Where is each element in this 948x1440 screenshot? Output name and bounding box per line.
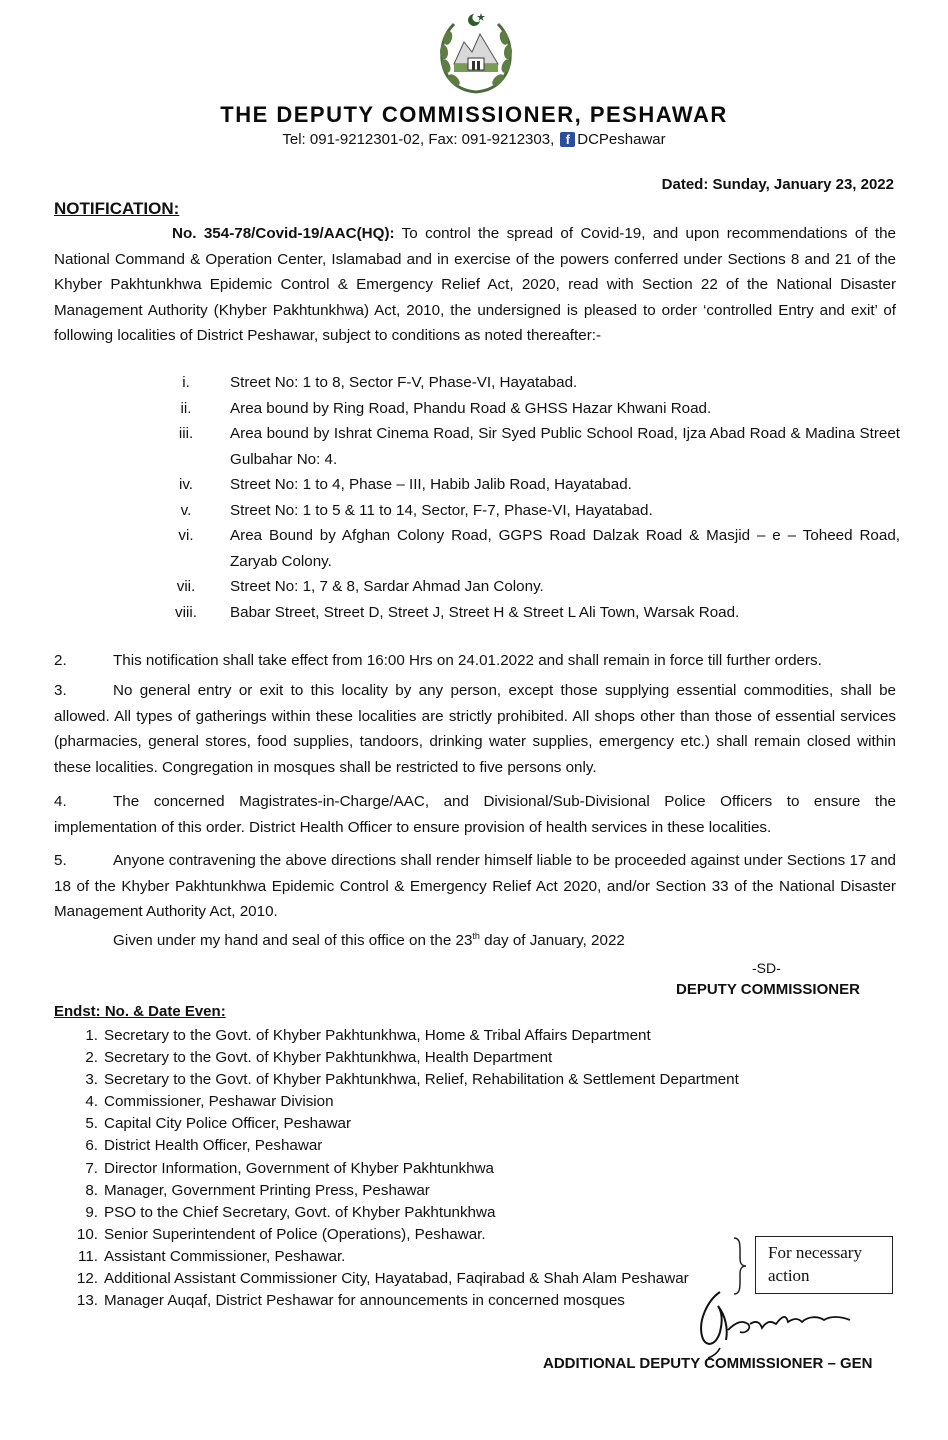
government-emblem bbox=[434, 6, 518, 98]
locality-item bbox=[168, 600, 900, 626]
facebook-handle: DCPeshawar bbox=[577, 131, 666, 148]
recipient-text: Capital City Police Officer, Peshawar bbox=[104, 1115, 352, 1133]
recipient-text: Additional Assistant Commissioner City, Hayatabad, Faqirabad & Shah Alam Peshawar bbox=[104, 1270, 689, 1288]
given-text: Given under my hand and seal of this office on the 23 bbox=[113, 932, 473, 950]
locality-text: Area bound by Ishrat Cinema Road, Sir Syed Public School Road, Ijza Abad Road & Madina Street Gulbahar No: 4. bbox=[230, 425, 900, 468]
locality-number: iii. bbox=[178, 425, 194, 442]
localities-list bbox=[168, 370, 900, 625]
recipient-text: Manager, Government Printing Press, Peshawar bbox=[104, 1181, 430, 1199]
recipient-number: 13. bbox=[76, 1292, 98, 1310]
handwritten-signature bbox=[690, 1286, 870, 1366]
locality-item bbox=[168, 574, 900, 600]
locality-text: Area Bound by Afghan Colony Road, GGPS Road Dalzak Road & Masjid – e – Toheed Road, Zaryab Colony. bbox=[230, 527, 900, 570]
signed-mark: -SD- bbox=[752, 960, 781, 976]
recipient-item bbox=[66, 1113, 806, 1135]
signatory-title: DEPUTY COMMISSIONER bbox=[676, 981, 860, 998]
recipient-text: PSO to the Chief Secretary, Govt. of Khyber Pakhtunkhwa bbox=[104, 1203, 496, 1221]
office-title: THE DEPUTY COMMISSIONER, PESHAWAR bbox=[220, 102, 728, 127]
contact-line bbox=[0, 131, 948, 148]
paragraph-2-text: This notification shall take effect from 16:00 Hrs on 24.01.2022 and shall remain in force till further orders. bbox=[113, 652, 822, 669]
recipient-number: 10. bbox=[76, 1225, 98, 1243]
recipient-text: Senior Superintendent of Police (Operations), Peshawar. bbox=[104, 1225, 486, 1243]
locality-number: viii. bbox=[175, 603, 197, 621]
reference-number: No. 354-78/Covid-19/AAC(HQ): bbox=[172, 225, 395, 242]
recipient-text: Director Information, Government of Khyber Pakhtunkhwa bbox=[104, 1159, 494, 1177]
locality-text: Street No: 1 to 4, Phase – III, Habib Jalib Road, Hayatabad. bbox=[230, 476, 632, 493]
paragraph-3-text: No general entry or exit to this locality by any person, except those supplying essential commodities, shall be allowed. All types of gatherings within these localities are strictly prohibited. All shops other than those of essential services (pharmacies, general stores, food supplies, tandoors, drinking water supplies, emergency etc.) shall remain closed within these localities. Congregation in mosques shall be restricted to five persons only. bbox=[54, 682, 896, 776]
recipient-number: 7. bbox=[85, 1159, 98, 1177]
recipient-number: 4. bbox=[85, 1093, 98, 1111]
locality-item bbox=[168, 421, 900, 472]
notification-paragraph-5 bbox=[54, 848, 896, 925]
locality-item bbox=[168, 396, 900, 422]
locality-number: vi. bbox=[178, 527, 194, 544]
locality-item bbox=[168, 498, 900, 524]
locality-text: Street No: 1 to 5 & 11 to 14, Sector, F-7, Phase-VI, Hayatabad. bbox=[230, 501, 653, 519]
notification-paragraph-2 bbox=[54, 648, 896, 674]
action-box: For necessary action bbox=[755, 1236, 893, 1294]
given-text-end: day of January, 2022 bbox=[479, 932, 625, 950]
notification-paragraph-3 bbox=[54, 678, 896, 780]
recipient-item bbox=[66, 1224, 806, 1246]
date-line: Dated: Sunday, January 23, 2022 bbox=[661, 176, 894, 193]
recipient-number: 12. bbox=[76, 1270, 98, 1288]
recipient-number: 3. bbox=[85, 1071, 98, 1089]
recipient-text: Secretary to the Govt. of Khyber Pakhtunkhwa, Health Department bbox=[104, 1049, 553, 1067]
paragraph-1-text: To control the spread of Covid-19, and upon recommendations of the National Command & Operation Center, Islamabad and in exercise of the powers conferred under Sections 8 and 21 of the Khyber Pakhtunkhwa Epidemic Control & Emergency Relief Act, 2020, read with Section 22 of the National Disaster Management Authority (Khyber Pakhtunkhwa) Act, 2010, the undersigned is pleased to order ‘controlled Entry and exit’ of following localities of District Peshawar, subject to conditions as noted thereafter:- bbox=[54, 225, 896, 344]
recipient-item bbox=[66, 1047, 806, 1069]
recipient-number: 11. bbox=[78, 1247, 98, 1265]
recipient-number: 9. bbox=[85, 1203, 98, 1221]
recipient-number: 1. bbox=[85, 1027, 98, 1044]
paragraph-number: 3. bbox=[54, 682, 67, 699]
locality-number: v. bbox=[180, 501, 192, 519]
locality-item bbox=[168, 370, 900, 396]
recipient-text: Manager Auqaf, District Peshawar for announcements in concerned mosques bbox=[104, 1292, 625, 1310]
recipient-number: 2. bbox=[85, 1049, 98, 1067]
paragraph-number: 2. bbox=[54, 652, 67, 669]
recipient-text: Secretary to the Govt. of Khyber Pakhtunkhwa, Home & Tribal Affairs Department bbox=[104, 1027, 651, 1044]
given-under-hand-line bbox=[113, 931, 625, 949]
locality-text: Street No: 1 to 8, Sector F-V, Phase-VI, Hayatabad. bbox=[230, 374, 578, 391]
locality-item bbox=[168, 472, 900, 498]
locality-text: Street No: 1, 7 & 8, Sardar Ahmad Jan Colony. bbox=[230, 578, 544, 595]
recipient-item bbox=[66, 1246, 806, 1268]
recipient-item bbox=[66, 1202, 806, 1224]
notification-paragraph-4 bbox=[54, 789, 896, 840]
recipient-text: Secretary to the Govt. of Khyber Pakhtunkhwa, Relief, Rehabilitation & Settlement Department bbox=[104, 1071, 739, 1089]
recipients-list bbox=[66, 1025, 806, 1312]
recipient-number: 8. bbox=[85, 1181, 98, 1199]
notification-heading: NOTIFICATION: bbox=[54, 199, 180, 218]
locality-number: vii. bbox=[176, 578, 196, 595]
recipient-text: Assistant Commissioner, Peshawar. bbox=[104, 1247, 346, 1265]
locality-number: ii. bbox=[180, 399, 192, 417]
paragraph-4-text: The concerned Magistrates-in-Charge/AAC, and Divisional/Sub-Divisional Police Officers to ensure the implementation of this order. District Health Officer to ensure provision of health services in these localities. bbox=[54, 793, 896, 836]
adc-signatory-title: ADDITIONAL DEPUTY COMMISSIONER – GEN bbox=[543, 1355, 873, 1372]
notification-paragraph-1 bbox=[54, 221, 896, 349]
recipient-item bbox=[66, 1135, 806, 1157]
endorsement-heading: Endst: No. & Date Even: bbox=[54, 1003, 226, 1020]
locality-text: Area bound by Ring Road, Phandu Road & GHSS Hazar Khwani Road. bbox=[230, 399, 712, 417]
locality-number: iv. bbox=[178, 476, 194, 493]
paragraph-number: 5. bbox=[54, 852, 67, 869]
locality-item bbox=[168, 523, 900, 574]
locality-number: i. bbox=[182, 374, 190, 391]
recipient-text: Commissioner, Peshawar Division bbox=[104, 1093, 334, 1111]
recipient-item bbox=[66, 1158, 806, 1180]
recipient-text: District Health Officer, Peshawar bbox=[104, 1137, 323, 1155]
recipient-number: 6. bbox=[85, 1137, 98, 1155]
recipient-item bbox=[66, 1091, 806, 1113]
paragraph-number: 4. bbox=[54, 793, 67, 810]
recipient-item bbox=[66, 1180, 806, 1202]
contact-details: Tel: 091-9212301-02, Fax: 091-9212303, bbox=[282, 131, 555, 148]
given-ordinal: th bbox=[472, 931, 480, 941]
recipient-number: 5. bbox=[85, 1115, 98, 1133]
locality-text: Babar Street, Street D, Street J, Street H & Street L Ali Town, Warsak Road. bbox=[230, 603, 740, 621]
recipient-item bbox=[66, 1069, 806, 1091]
facebook-icon: f bbox=[560, 132, 575, 147]
paragraph-5-text: Anyone contravening the above directions shall render himself liable to be proceeded against under Sections 17 and 18 of the Khyber Pakhtunkhwa Epidemic Control & Emergency Relief Act 2020, and/or Section 33 of the National Disaster Management Authority Act, 2010. bbox=[54, 852, 896, 920]
recipient-item bbox=[66, 1025, 806, 1047]
